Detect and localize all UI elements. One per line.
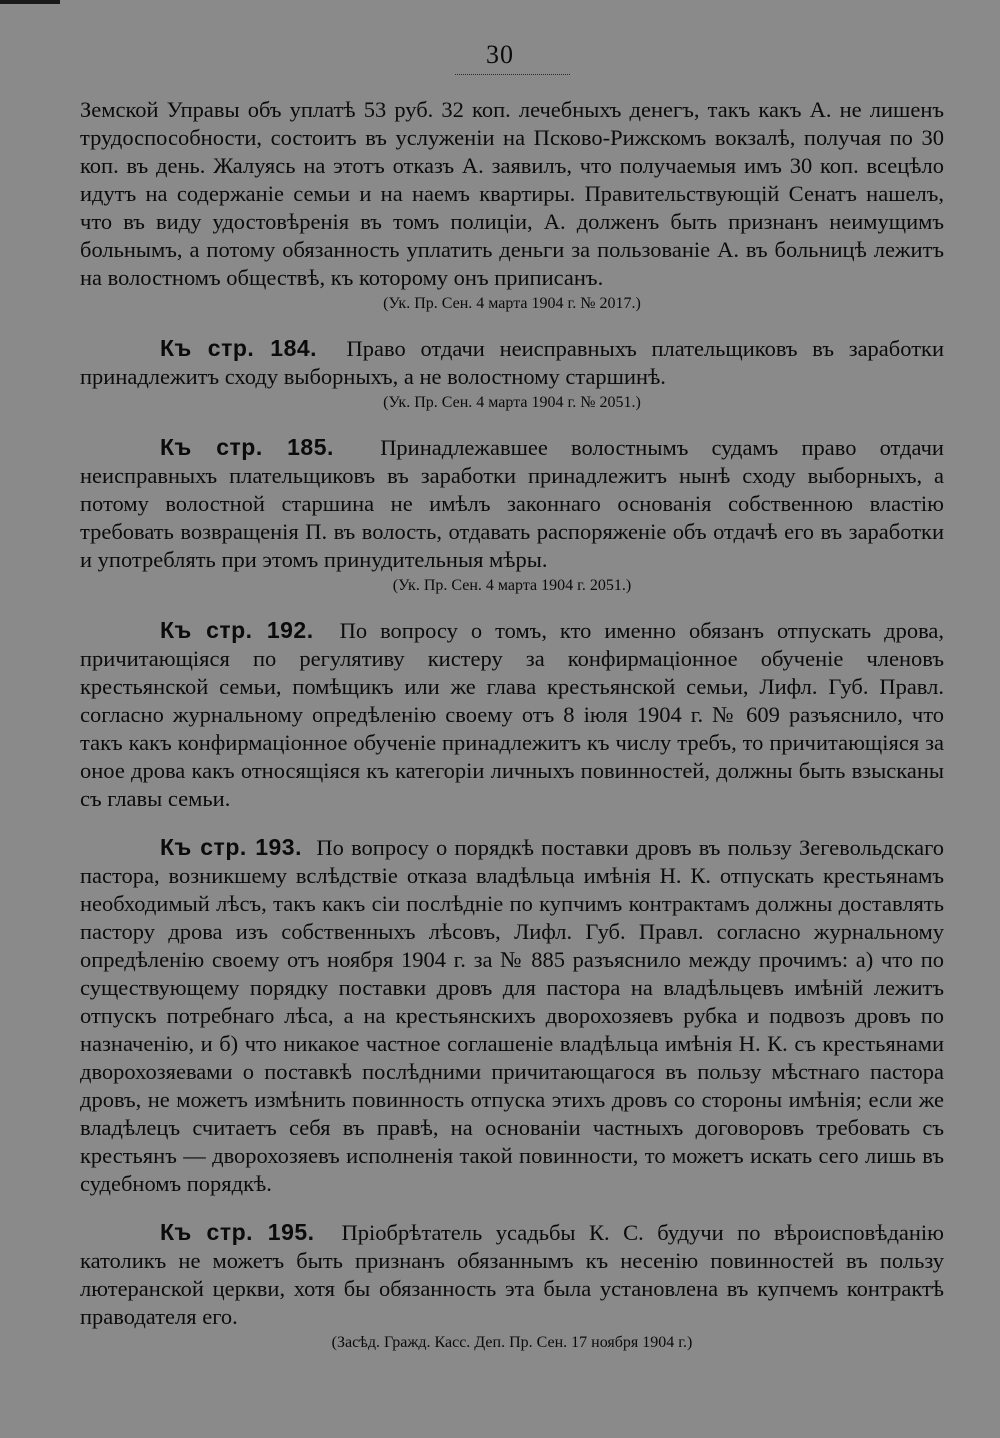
page-number: 30 bbox=[486, 40, 514, 69]
section-heading: Къ стр. 192. bbox=[160, 617, 314, 643]
page-body bbox=[80, 96, 944, 1353]
section-text: По вопросу о томъ, кто именно обязанъ отпускать дрова, причитающіяся по регулятиву кистеру за конфирмаціонное обученіе членовъ крестьянской семьи, помѣщикъ или же глава крестьянской семьи, Лифл. Губ. Правл. согласно журнальному опредѣленію своему отъ 8 іюля 1904 г. № 609 разъяснило, что такъ какъ конфирмаціонное обученіе принадлежитъ къ числу требъ, то причитающіяся за оное дрова какъ относящіяся къ категоріи личныхъ повинностей, должны быть взысканы съ главы семьи. bbox=[80, 618, 945, 811]
intro-paragraph: Земской Управы объ уплатѣ 53 руб. 32 коп. лечебныхъ денегъ, такъ какъ А. не лишенъ трудоспособности, состоитъ въ услуженіи на Псково-Рижскомъ вокзалѣ, получая по 30 коп. въ день. Жалуясь на этотъ отказъ А. заявилъ, что получаемыя имъ 30 коп. всецѣло идутъ на содержаніе семьи и на наемъ квартиры. Правительствующій Сенатъ нашелъ, что въ виду удостовѣренія въ томъ полиціи, А. долженъ быть признанъ неимущимъ больнымъ, а потому обязанность уплатить деньги за пользованіе А. въ больницѣ лежитъ на волостномъ обществѣ, къ которому онъ приписанъ. bbox=[80, 97, 944, 290]
section-heading: Къ стр. 193. bbox=[160, 834, 302, 860]
section-citation: (Засѣд. Гражд. Касс. Деп. Пр. Сен. 17 ноября 1904 г.) bbox=[331, 1334, 693, 1351]
section-paragraph bbox=[80, 1218, 944, 1331]
intro-section bbox=[80, 96, 944, 314]
section-185 bbox=[80, 433, 944, 596]
section-heading: Къ стр. 195. bbox=[160, 1219, 315, 1245]
section-paragraph bbox=[80, 616, 944, 813]
scan-corner-mark bbox=[0, 0, 60, 4]
intro-citation: (Ук. Пр. Сен. 4 марта 1904 г. № 2017.) bbox=[383, 295, 641, 312]
section-citation: (Ук. Пр. Сен. 4 марта 1904 г. № 2051.) bbox=[383, 394, 641, 411]
section-text: Принадлежавшее волостнымъ судамъ право отдачи неисправныхъ плательщиковъ въ заработки принадлежитъ нынѣ сходу выборныхъ, а потому волостной старшина не имѣлъ законнаго основанія собственною властію требовать возвращенія П. въ волость, отдавать распоряженіе объ отдачѣ его въ заработки и употреблять при этомъ принудительныя мѣры. bbox=[80, 435, 944, 572]
section-text: Пріобрѣтатель усадьбы К. С. будучи по вѣроисповѣданію католикъ не можетъ быть признанъ обязаннымъ къ несенію повинностей въ пользу лютеранской церкви, хотя бы обязанность эта была установлена въ купчемъ контрактѣ праводателя его. bbox=[80, 1220, 944, 1329]
section-195 bbox=[80, 1218, 944, 1353]
section-paragraph bbox=[80, 433, 944, 574]
section-text: Право отдачи неисправныхъ плательщиковъ въ заработки принадлежитъ сходу выборныхъ, а не волостному старшинѣ. bbox=[80, 336, 945, 389]
section-citation: (Ук. Пр. Сен. 4 марта 1904 г. 2051.) bbox=[392, 577, 632, 594]
section-paragraph bbox=[80, 334, 944, 391]
page-number-rule bbox=[455, 74, 570, 75]
section-paragraph bbox=[80, 833, 944, 1198]
section-192 bbox=[80, 616, 944, 813]
section-text: По вопросу о порядкѣ поставки дровъ въ пользу Зегевольдскаго пастора, возникшему вслѣдствіе отказа владѣльца имѣнія Н. К. отпускать крестьянамъ необходимый лѣсъ, такъ какъ сіи послѣдніе по купчимъ контрактамъ должны доставлять пастору дрова изъ собственныхъ лѣсовъ, Лифл. Губ. Правл. согласно журнальному опредѣленію своему отъ ноября 1904 г. за № 885 разъяснило между прочимъ: а) что по существующему порядку поставки дровъ для пастора на владѣльцевъ имѣній лежитъ отпускъ потребнаго лѣса, а на крестьянскихъ дворохозяевъ рубка и подвозъ дровъ по назначенію, и б) что никакое частное соглашеніе владѣльца имѣнія Н. К. съ крестьянами дворохозяевами о поставкѣ послѣдними причитающагося въ пользу мѣстнаго пастора дровъ, не можетъ измѣнить повинность отпуска этихъ дровъ со стороны имѣнія; если же владѣлецъ считаетъ себя въ правѣ, на основаніи частныхъ договоровъ требовать съ крестьянъ — дворохозяевъ исполненія такой повинности, то можетъ искать сего лишь въ судебномъ порядкѣ. bbox=[80, 835, 944, 1196]
section-184 bbox=[80, 334, 944, 413]
section-heading: Къ стр. 185. bbox=[160, 434, 334, 460]
section-heading: Къ стр. 184. bbox=[160, 335, 318, 361]
section-193 bbox=[80, 833, 944, 1198]
